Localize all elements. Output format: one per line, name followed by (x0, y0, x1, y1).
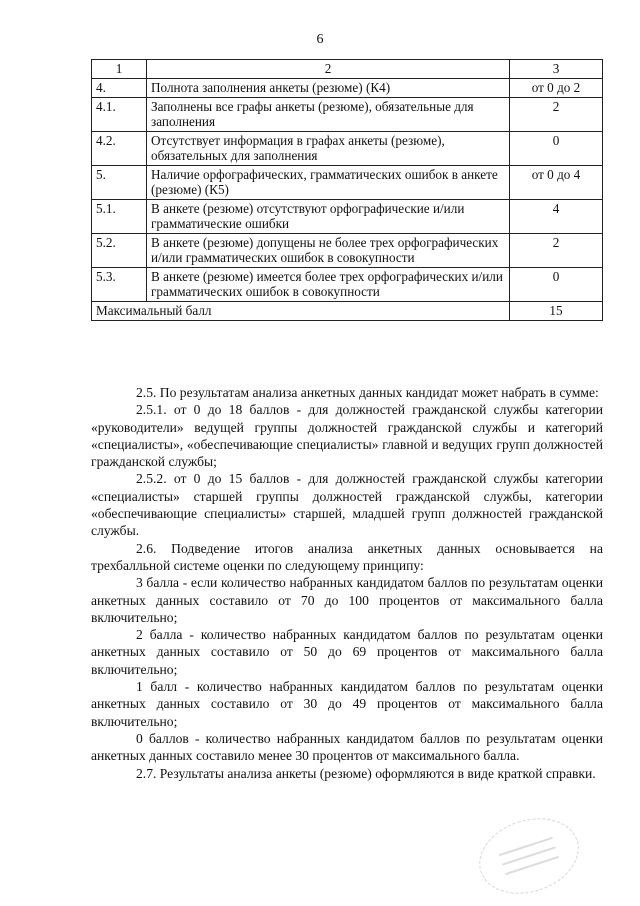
header-cell: 2 (147, 60, 510, 79)
paragraph: 2.5. По результатам анализа анкетных данных кандидат может набрать в сумме: (136, 385, 599, 400)
row-number: 4. (92, 79, 147, 98)
body-text (91, 384, 603, 782)
row-score: 4 (510, 200, 603, 234)
paragraph: 2.6. Подведение итогов анализа анкетных данных основывается на трехбалльной системе оценки по следующему принципу: (91, 540, 603, 573)
row-text: Заполнены все графы анкеты (резюме), обязательные для заполнения (147, 98, 510, 132)
paragraph: 3 балла - если количество набранных кандидатом баллов по результатам оценки анкетных данных составило от 70 до 100 процентов от максимального балла включительно; (91, 575, 603, 625)
row-score: от 0 до 4 (510, 166, 603, 200)
paragraph: 2.7. Результаты анализа анкеты (резюме) оформляются в виде краткой справки. (136, 765, 596, 781)
paragraph: 0 баллов - количество набранных кандидатом баллов по результатам оценки анкетных данных составило менее 30 процентов от максимального балла. (91, 730, 603, 764)
paragraph: 2 балла - количество набранных кандидатом баллов по результатам оценки анкетных данных составило от 50 до 69 процентов от максимального балла включительно; (91, 627, 603, 677)
row-score: 0 (510, 132, 603, 166)
seal-stamp (469, 806, 588, 906)
row-score: 0 (510, 268, 603, 302)
criteria-table (91, 59, 603, 321)
row-text: В анкете (резюме) допущены не более трех орфографических и/или грамматических ошибок в совокупности (147, 234, 510, 268)
header-cell: 1 (92, 60, 147, 79)
paragraph: 1 балл - количество набранных кандидатом баллов по результатам оценки анкетных данных составило от 30 до 49 процентов от максимального балла включительно; (91, 679, 603, 729)
table-row (92, 98, 603, 132)
row-number: 4.1. (92, 98, 147, 132)
table-row (92, 268, 603, 302)
header-cell: 3 (510, 60, 603, 79)
table-row (92, 234, 603, 268)
row-score: 2 (510, 98, 603, 132)
row-score: от 0 до 2 (510, 79, 603, 98)
row-number: 4.2. (92, 132, 147, 166)
table-total-row (92, 302, 603, 321)
row-text: В анкете (резюме) отсутствуют орфографические и/или грамматические ошибки (147, 200, 510, 234)
row-text: Отсутствует информация в графах анкеты (резюме), обязательных для заполнения (147, 132, 510, 166)
row-number: 5.2. (92, 234, 147, 268)
total-label: Максимальный балл (92, 302, 510, 321)
total-score: 15 (510, 302, 603, 321)
table-row (92, 200, 603, 234)
row-number: 5. (92, 166, 147, 200)
row-text: Наличие орфографических, грамматических ошибок в анкете (резюме) (К5) (147, 166, 510, 200)
paragraph: 2.5.2. от 0 до 15 баллов - для должностей гражданской службы категории «специалисты» старшей группы должностей гражданской службы, категории «обеспечивающие специалисты» старшей, младшей групп должностей гражданской службы. (91, 471, 603, 539)
row-text: Полнота заполнения анкеты (резюме) (К4) (147, 79, 510, 98)
table-row (92, 132, 603, 166)
row-number: 5.3. (92, 268, 147, 302)
row-text: В анкете (резюме) имеется более трех орфографических и/или грамматических ошибок в совокупности (147, 268, 510, 302)
row-number: 5.1. (92, 200, 147, 234)
row-score: 2 (510, 234, 603, 268)
page-number: 6 (316, 32, 324, 47)
paragraph: 2.5.1. от 0 до 18 баллов - для должностей гражданской службы категории «руководители» ведущей группы должностей гражданской службы и категорий «специалисты», «обеспечивающие специалисты» главной и ведущих групп должностей гражданской службы; (91, 402, 603, 470)
table-row (92, 166, 603, 200)
table-header-row (92, 60, 603, 79)
table-row (92, 79, 603, 98)
